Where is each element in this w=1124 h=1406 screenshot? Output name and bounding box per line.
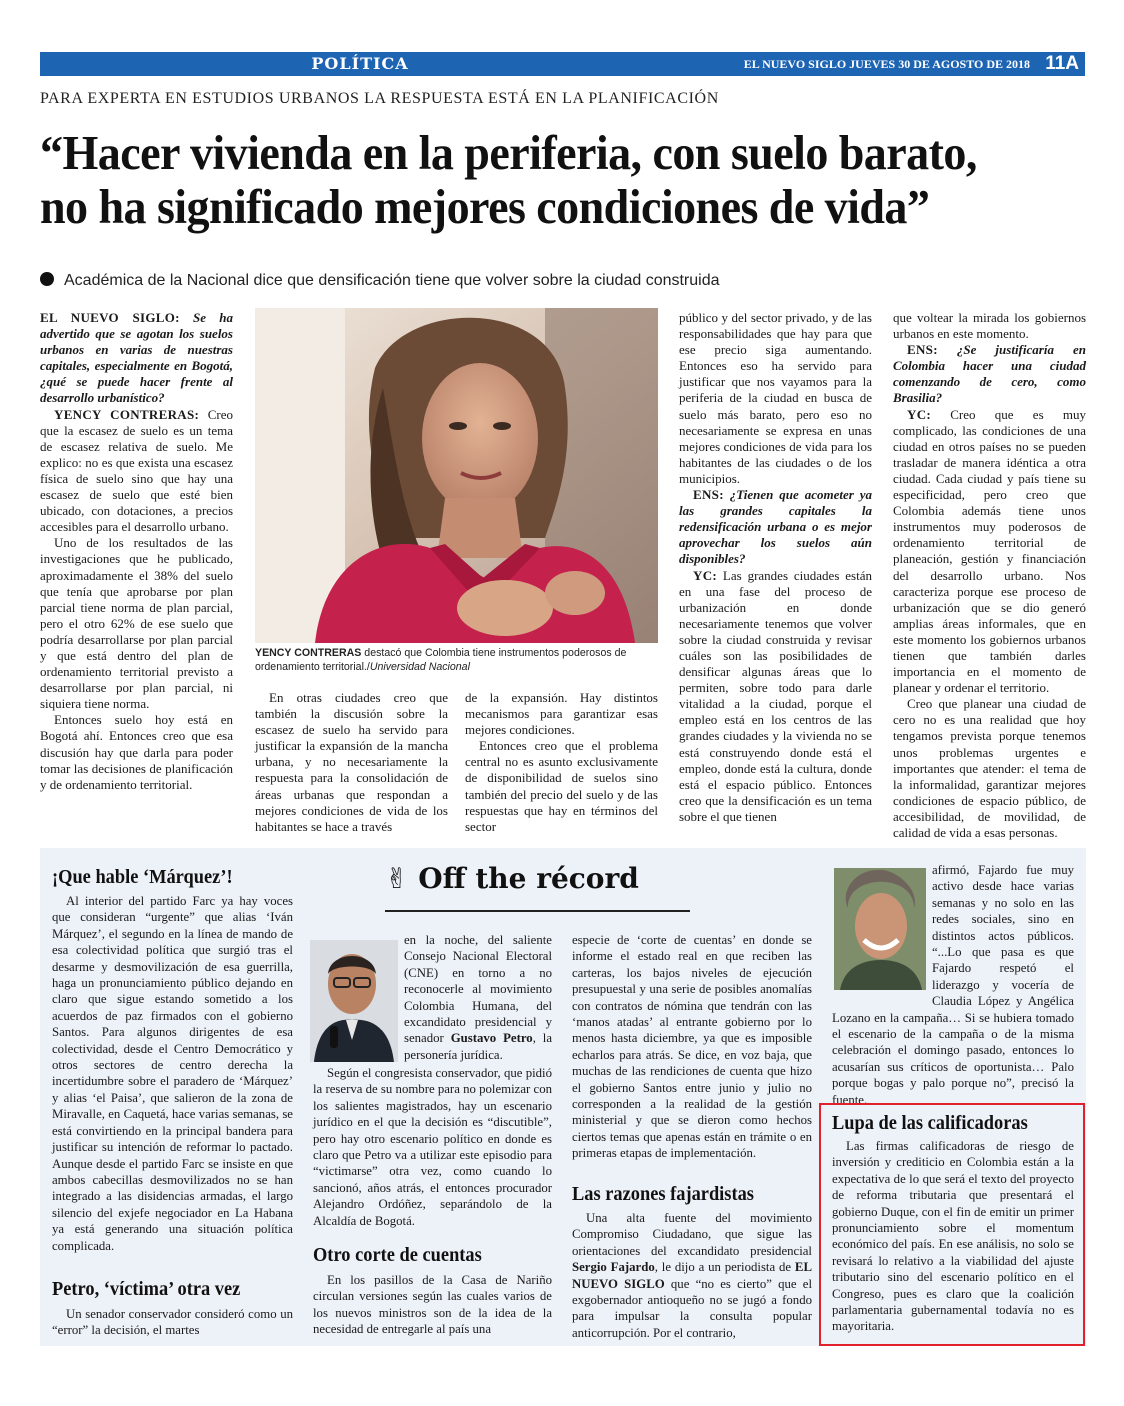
brief-text-lupa: Las firmas calificadoras de riesgo de inversión y crediticio en Colombia están a la expectativa de lo que será el texto del proyecto de reforma tributaria que presentará el gobierno Duque, con el fin de emitir un primer pronunciamiento sobre el momentum económico del país. En ese análisis, no solo se revisará lo relativo a la viabilidad del ajuste tributario sino del escenario político en el Congreso, pues es claro que la coalición parlamentaria gubernamental todavía no es mayoritaria.	[832, 1139, 1074, 1334]
headline-line-2: no ha significado mejores condiciones de vida”	[40, 179, 930, 234]
off-the-record-title: ✌ Off the récord	[385, 862, 639, 895]
brief-text-corte-2: especie de ‘corte de cuentas’ en donde se informe el estado real en que reciben las carteras, los bajos niveles de ejecución presupuestal y una serie de posibles anomalías con contratos de nómina que tendrán con las ‘manos atadas’ al entrante gobierno por lo menos hasta diciembre, ya que es imposible echarlos para atrás. Se dice, en voz baja, que muchas de las rendiciones de cuenta que hizo el gobierno Santos entre junio y julio no corresponden a la realidad de la gestión ministerial y que se dieron como hechos ciertos temas que apenas están en trámite o en primeras etapas de implementación.	[572, 933, 812, 1161]
interview-question: ENS: ¿Se justificaría en Colombia hacer una ciudad comenzando de cero, como Brasilia?	[893, 342, 1086, 406]
article-kicker: PARA EXPERTA EN ESTUDIOS URBANOS LA RESPUESTA ESTÁ EN LA PLANIFICACIÓN	[40, 90, 719, 107]
paragraph: Creo que planear una ciudad de cero no es una realidad que hoy tengamos prevista porque tenemos unos problemas urgentes e importantes que atender: el tema de la informalidad, garantizar mejores condiciones de espacio público, de accesibilidad, de movilidad, de calidad de vida a esas personas.	[893, 696, 1086, 840]
interview-answer: YC: Las grandes ciudades están en una fase del proceso de urbanización en donde necesariamente tenemos que volver sobre la ciudad construida y revisar cuáles son las posibilidades de densificar algunas áreas que lo permiten, sobre todo para darle vitalidad a la ciudad, porque el empleo está en los centros de las grandes ciudades y la vivienda no se está construyendo donde está el empleo, donde está la cultura, donde está el espacio público. Entonces creo que la densificación es un tema sobre el que tienen	[679, 567, 872, 824]
paragraph: que voltear la mirada los gobiernos urbanos en este momento.	[893, 310, 1086, 342]
interview-answer: YENCY CONTRERAS: Creo que la escasez de suelo es un tema de escasez relativa de suelo. Me explico: no es que exista una escasez física de suelo sino que hay una escasez de suelo que esté bien ubicado, con dotaciones, a precios accesibles para el desarrollo urbano.	[40, 406, 233, 535]
brief-heading-petro: Petro, ‘víctima’ otra vez	[52, 1278, 241, 1300]
article-column-4	[679, 310, 872, 825]
article-sublead	[40, 272, 720, 290]
brief-text-petro-2: en la noche, del saliente Consejo Nacional Electoral (CNE) en torno a no reconocerle al movimiento Colombia Humana, del excandidato presidencial y senador Gustavo Petro, la personería jurídica.	[404, 933, 553, 1062]
section-header-bar	[40, 52, 1085, 76]
brief-heading-lupa: Lupa de las calificadoras	[832, 1112, 1028, 1134]
section-title: POLÍTICA	[311, 54, 409, 73]
brief-text-petro-1: Un senador conservador consideró como un “error” la decisión, el martes	[52, 1307, 293, 1338]
photo-caption: YENCY CONTRERAS destacó que Colombia tiene instrumentos poderosos de ordenamiento territorial./Universidad Nacional	[255, 647, 627, 673]
paragraph: En otras ciudades creo que también la discusión sobre la escasez de suelo ha servido para justificar la expansión de la mancha urbana, y no necesariamente la respuesta para la consolidación de áreas urbanas que respondan a mejores condiciones de vida de los habitantes se hace a través	[255, 690, 448, 834]
photo-credit: Universidad Nacional	[369, 661, 470, 673]
brief-heading-marquez: ¡Que hable ‘Márquez’!	[52, 866, 233, 888]
brief-text-fajardo-1: Una alta fuente del movimiento Compromiso Ciudadano, que sigue las orientaciones del excandidato presidencial Sergio Fajardo, le dijo a un periodista de EL NUEVO SIGLO que “no es cierto” que el exgobernador antioqueño no se jugó a fondo para impulsar la consulta popular anticorrupción. Por el contrario,	[572, 1211, 812, 1340]
paragraph: de la expansión. Hay distintos mecanismos para garantizar esas mejores condiciones.	[465, 690, 658, 738]
interview-answer: YC: Creo que es muy complicado, las condiciones de una ciudad en otros países no se pueden trasladar de manera idéntica a otra ciudad. Cada ciudad y país tiene su especificidad, pero creo que Colombia además tiene unos instrumentos muy poderosos de ordenamiento territorial de planeación, gestión y financiación del desarrollo urbano. Nos caracteriza porque ese proceso de urbanización que se dio generó amplias áreas informales, que en este momento los gobiernos urbanos tienen que también darles importancia en el momento de planear y ordenar el territorio.	[893, 406, 1086, 696]
bullet-icon	[40, 272, 54, 286]
paragraph: Uno de los resultados de las investigaciones que he publicado, aproximadamente el 38% del suelo que tenía que aprobarse por plan parcial tiene norma de plan parcial, pero el otro 62% de ese suelo que podría desarrollarse por plan parcial y que está dentro del plan de ordenamiento territorial previsto a desarrollarse por plan parcial, ni siquiera tiene norma.	[40, 535, 233, 712]
page-number: 11A	[1045, 53, 1079, 74]
sublead-text: Académica de la Nacional dice que densificación tiene que volver sobre la ciudad construida	[64, 272, 720, 289]
title-underline	[385, 910, 690, 912]
paragraph: público y del sector privado, y de las responsabilidades que hay para que ese precio siga aumentando. Entonces eso ha servido para justificar que nos vayamos para la periferia de la ciudad en busca de suelo más barato, pero eso no necesariamente se expresa en unas mejores condiciones de vida para los habitantes de las ciudades o de los municipios.	[679, 310, 872, 486]
paragraph: Entonces creo que el problema central no es asunto exclusivamente de disponibilidad de suelos sino también del precio del suelo y de las respuestas que hay en términos del sector	[465, 738, 658, 834]
article-column-3	[465, 690, 658, 835]
article-photo	[255, 308, 658, 643]
headline-line-1: “Hacer vivienda en la periferia, con suelo barato,	[40, 125, 977, 180]
brief-text-petro-3: Según el congresista conservador, que pidió la reserva de su nombre para no polemizar con los salientes magistrados, hay un escenario jurídico en el que la decisión es “discutible”, pero hay otro escenario político en donde es claro que Petro va a utilizar este episodio para “victimarse” otra vez, como cuando lo sancionó, años atrás, el entonces procurador Alejandro Ordóñez, separándolo de la Alcaldía de Bogotá.	[313, 1066, 552, 1228]
brief-heading-fajardo: Las razones fajardistas	[572, 1183, 754, 1205]
brief-text-marquez: Al interior del partido Farc ya hay voces que consideran “urgente” que alias ‘Iván Márquez’, el segundo en la línea de mando de esa colectividad política que surgió tras el desarme y desmovilización de esa guerrilla, haga un pronunciamiento público dejando en claro que sigue estando sometido a los acuerdos de paz firmados con el gobierno Santos. Para algunos dirigentes de esa colectividad, desde el Centro Democrático y otros sectores de centro derecha la incertidumbre sobre el paradero de ‘Márquez’ y alias ‘el Paisa’, que salieron de la zona de Miravalle, en Caquetá, hace varias semanas, se está convirtiendo en la principal bandera para justificar su intención de reformar lo pactado. Aunque desde el partido Farc se insiste en que ambos cabecillas desmovilizados no se han integrado a las disidencias armadas, el largo silencio del exjefe negociador en La Habana ya está generando una situación política complicada.	[52, 894, 293, 1253]
newspaper-date-line: EL NUEVO SIGLO JUEVES 30 DE AGOSTO DE 2018	[743, 57, 1030, 71]
paragraph: Entonces suelo hoy está en Bogotá ahí. Entonces creo que esa discusión hay que darla para poder tomar las decisiones de planificación y de ordenamiento territorial.	[40, 712, 233, 792]
caption-name: YENCY CONTRERAS	[255, 647, 362, 659]
interview-question: EL NUEVO SIGLO: Se ha advertido que se agotan los suelos urbanos en varias de nuestras capitales, especialmente en Bogotá, ¿qué se puede hacer frente al desarrollo urbanístico?	[40, 310, 233, 406]
article-column-5	[893, 310, 1086, 841]
victory-hand-icon: ✌	[385, 862, 409, 895]
brief-text-corte-1: En los pasillos de la Casa de Nariño circulan versiones según las cuales varios de los nuevos ministros son de la idea de la necesidad de entregarle al país una	[313, 1273, 552, 1337]
brief-text-fajardo-2-wrap: afirmó, Fajardo fue muy activo desde hace varias semanas y no solo en las redes sociales, sino en distintos actos públicos. “...Lo que pasa es que Fajardo respetó el liderazgo y vocería de Claudia López y Angélica Lozano en la campaña… Si se hubiera tomado el escenario de la campaña o de la misma celebración el domingo pasado, entonces lo acusarían sus críticos de oportunista… Palo porque bogas y palo porque no”, precisó la fuente.	[832, 863, 1074, 1107]
article-headline	[40, 126, 1083, 234]
brief-heading-corte: Otro corte de cuentas	[313, 1244, 482, 1266]
interview-question: ENS: ¿Tienen que acometer ya las grandes capitales la redensificación urbana o es mejor aprovechar los suelos aún disponibles?	[679, 487, 872, 567]
petro-photo	[310, 940, 398, 1062]
article-column-2	[255, 690, 448, 835]
article-column-1	[40, 310, 233, 793]
portrait-image	[255, 308, 658, 643]
